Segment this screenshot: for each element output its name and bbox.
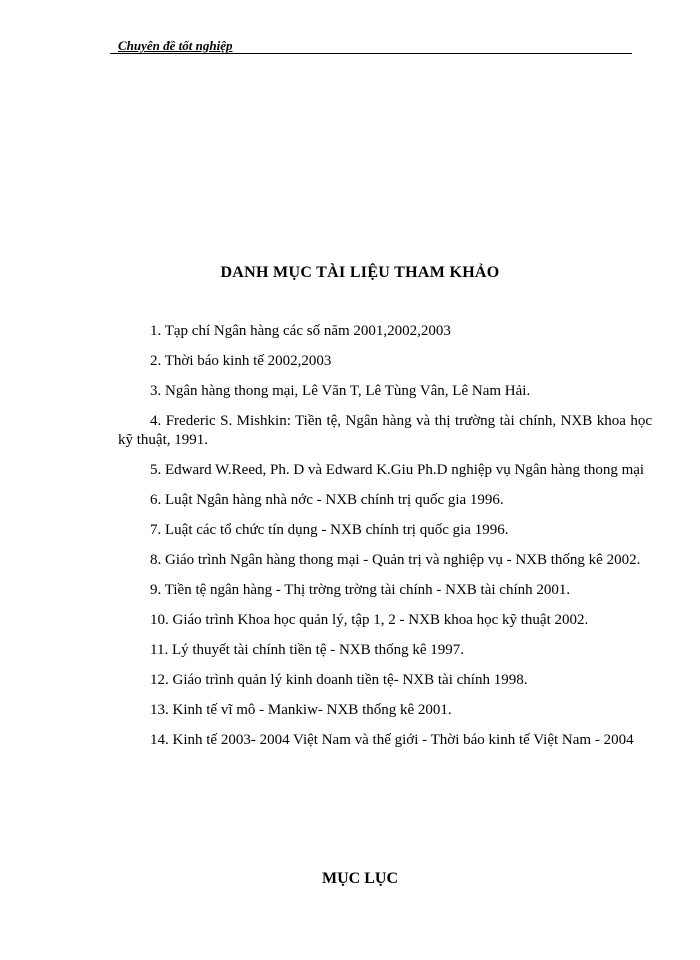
table-of-contents-title: MỤC LỤC (322, 870, 398, 887)
reference-item: 3. Ngân hàng thong mại, Lê Văn T, Lê Tùng Vân, Lê Nam Hải. (150, 383, 531, 399)
reference-item: 2. Thời báo kinh tế 2002,2003 (150, 353, 332, 369)
reference-item: 14. Kinh tế 2003- 2004 Việt Nam và thế giới - Thời báo kinh tế Việt Nam - 2004 (150, 732, 634, 748)
reference-item: 10. Giáo trình Khoa học quản lý, tập 1, 2 - NXB khoa học kỹ thuật 2002. (150, 612, 589, 628)
reference-item: 12. Giáo trình quản lý kinh doanh tiền tệ- NXB tài chính 1998. (150, 672, 528, 688)
reference-item: 1. Tạp chí Ngân hàng các số năm 2001,2002,2003 (150, 323, 451, 339)
reference-item: 7. Luật các tổ chức tín dụng - NXB chính trị quốc gia 1996. (150, 522, 509, 538)
references-title: DANH MỤC TÀI LIỆU THAM KHẢO (220, 264, 500, 281)
reference-item: 11. Lý thuyết tài chính tiền tệ - NXB thống kê 1997. (150, 642, 464, 658)
reference-item: 9. Tiền tệ ngân hàng - Thị trờng trờng tài chính - NXB tài chính 2001. (150, 582, 571, 598)
header-rule (110, 52, 632, 54)
reference-item: 8. Giáo trình Ngân hàng thong mại - Quản trị và nghiệp vụ - NXB thống kê 2002. (150, 552, 641, 568)
reference-item: 6. Luật Ngân hàng nhà nớc - NXB chính trị quốc gia 1996. (150, 492, 504, 508)
reference-item: 13. Kinh tế vĩ mô - Mankiw- NXB thống kê 2001. (150, 702, 452, 718)
reference-item: 5. Edward W.Reed, Ph. D và Edward K.Giu Ph.D nghiệp vụ Ngân hàng thong mại (150, 462, 645, 478)
reference-list (118, 322, 652, 761)
reference-item: 4. Frederic S. Mishkin: Tiền tệ, Ngân hàng và thị trường tài chính, NXB khoa học kỹ thuật, 1991. (118, 413, 652, 448)
page-header: Chuyên đề tốt nghiệp (118, 38, 233, 53)
